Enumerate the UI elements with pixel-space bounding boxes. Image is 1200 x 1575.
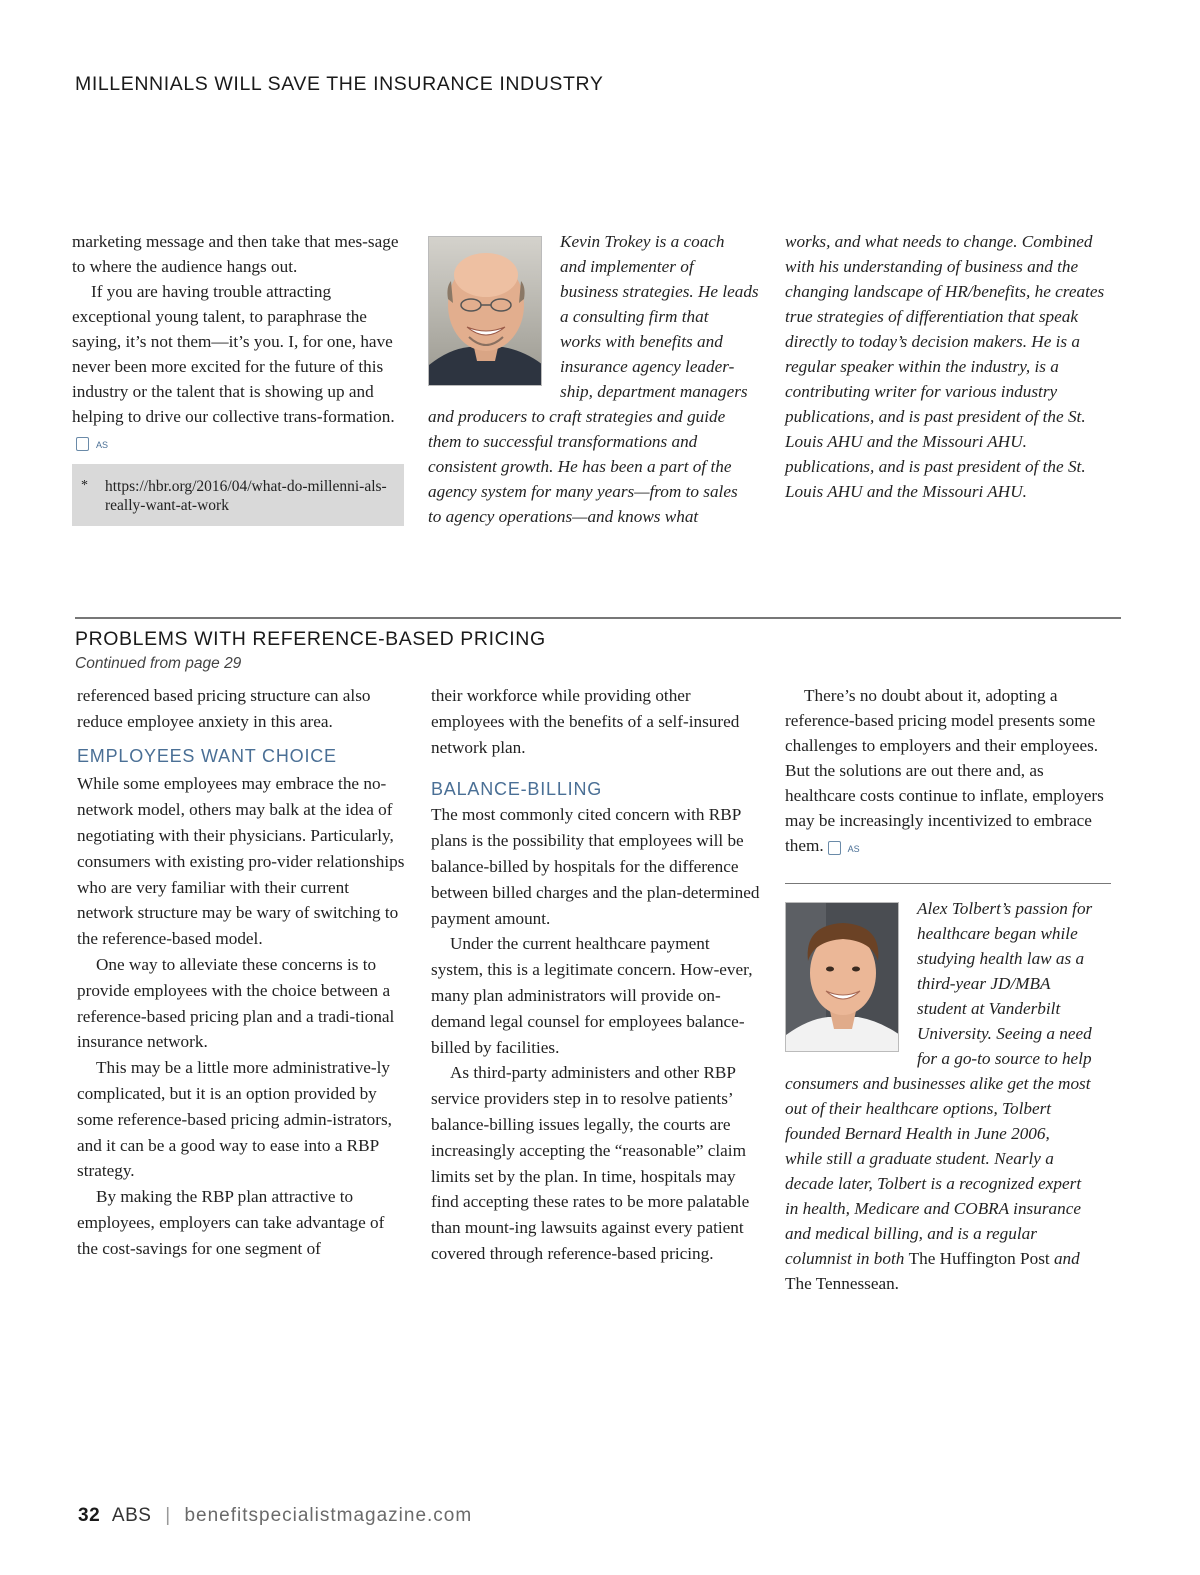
bio-line: with his understanding of business and the [785, 257, 1079, 276]
bio-line: healthcare began while [917, 924, 1078, 943]
bio-alex-tolbert-top [917, 896, 1117, 1071]
bio-line: true strategies of differentiation that speak [785, 307, 1078, 326]
section-title-millennials: MILLENNIALS WILL SAVE THE INSURANCE INDUSTRY [75, 73, 604, 95]
bio-kevin-trokey-continued [785, 229, 1130, 504]
bio-line: and medical billing, and is a regular [785, 1224, 1037, 1243]
bio-line: ship, department managers [560, 382, 748, 401]
bio-line: studying health law as a [917, 949, 1085, 968]
paragraph: One way to alleviate these concerns is to provide employees with the choice between a reference-based pricing plan and a tradi-tional insurance network. [77, 954, 395, 1052]
bio-line: regular speaker within the industry, is a [785, 357, 1059, 376]
paragraph: By making the RBP plan attractive to employees, employers can take advantage of the cost-savings for one segment of [77, 1187, 385, 1258]
bio-alex-tolbert-bottom [785, 1071, 1130, 1296]
paragraph: The most commonly cited concern with RBP plans is the possibility that employees will be balance-billed by hospitals for the difference between billed charges and the plan-determined payment amount. [431, 805, 760, 928]
paragraph: their workforce while providing other employees with the benefits of a self-insured network plan. [431, 686, 740, 757]
bio-line: consistent growth. He has been a part of the [428, 457, 732, 476]
author-photo-kevin-trokey [428, 236, 542, 386]
bio-line: contributing writer for various industry [785, 382, 1058, 401]
website-link[interactable]: benefitspecialistmagazine.com [184, 1505, 473, 1526]
page-number: 32 [78, 1505, 101, 1526]
bio-line: student at Vanderbilt [917, 999, 1061, 1018]
bio-line: Kevin Trokey is a coach [560, 232, 725, 251]
bio-line: founded Bernard Health in June 2006, [785, 1124, 1050, 1143]
subheading-balance-billing: BALANCE-BILLING [431, 779, 603, 800]
article-column-2 [431, 683, 761, 1267]
bio-line: and implementer of [560, 257, 694, 276]
bio-line: decade later, Tolbert is a recognized expert [785, 1174, 1082, 1193]
bio-line: University. Seeing a need [917, 1024, 1092, 1043]
bio-line: insurance agency leader- [560, 357, 735, 376]
paragraph: There’s no doubt about it, adopting a reference-based pricing model presents some challenges to employers and their employees. But the solutions are out there and, as healthcare costs continue to inflate, employers may be increasingly incentivized to embrace them. AS [785, 686, 1104, 855]
paragraph: marketing message and then take that mes-sage to where the audience hangs out. [72, 232, 399, 276]
bio-line: columnist in both The Huffington Post and [785, 1249, 1080, 1268]
continued-note: Continued from page 29 [75, 655, 242, 672]
article-column-3 [785, 683, 1115, 858]
bio-line: works, and what needs to change. Combined [785, 232, 1093, 251]
bio-line: Alex Tolbert’s passion for [917, 899, 1093, 918]
footnote-box [72, 464, 404, 526]
section-title-reference-based-pricing: PROBLEMS WITH REFERENCE-BASED PRICING [75, 628, 546, 650]
publication-name: The Tennessean. [785, 1274, 899, 1293]
bio-line: while still a graduate student. Nearly a [785, 1149, 1054, 1168]
bio-line: third-year JD/MBA [917, 974, 1051, 993]
paragraph: While some employees may embrace the no-network model, others may balk at the idea of negotiating with their physicians. Particularly, consumers with existing pro-vider relationships who are very familiar with their current network structure may be wary of switching to the reference-based model. [77, 774, 405, 949]
paragraph: Under the current healthcare payment system, this is a legitimate concern. How-ever, many plan administrators will provide on-demand legal counsel for employees balance-billed by facilities. [431, 934, 753, 1057]
bio-line: in health, Medicare and COBRA insurance [785, 1199, 1081, 1218]
paragraph: This may be a little more administrative-ly complicated, but it is an option provided by some reference-based pricing admin-istrators, and it can be a good way to ease into a RBP strategy. [77, 1058, 392, 1181]
bio-line: directly to today’s decision makers. He is a [785, 332, 1080, 351]
end-of-article-icon: AS [76, 437, 89, 451]
bio-line: out of their healthcare options, Tolbert [785, 1099, 1052, 1118]
bio-line: publications, and is past president of the St. [785, 457, 1086, 476]
end-of-article-icon: AS [828, 841, 841, 855]
bio-line: them to successful transformations and [428, 432, 698, 451]
section-divider [75, 617, 1121, 619]
bio-line: for a go-to source to help [917, 1049, 1092, 1068]
article-column-1 [77, 683, 405, 1262]
footer-separator: | [165, 1505, 171, 1526]
author-photo-alex-tolbert [785, 902, 899, 1052]
bio-line: and producers to craft strategies and guide [428, 407, 726, 426]
footnote-marker: * [81, 478, 88, 493]
paragraph: referenced based pricing structure can also reduce employee anxiety in this area. [77, 686, 371, 731]
bio-line: business strategies. He leads [560, 282, 759, 301]
bio-line: a consulting firm that [560, 307, 709, 326]
paragraph: As third-party administers and other RBP service providers step in to resolve patients’ balance-billing issues legally, the courts are increasingly accepting the “reasonable” claim limits set by the plan. In time, hospitals may find accepting these rates to be more palatable than mount-ing lawsuits against every patient covered through reference-based pricing. [431, 1063, 750, 1263]
article-column-1 [72, 229, 402, 454]
bio-line: works with benefits and [560, 332, 723, 351]
bio-kevin-trokey-top [560, 229, 770, 404]
magazine-abbrev: ABS [111, 1505, 152, 1526]
bio-line: publications, and is past president of the St. [785, 407, 1086, 426]
subheading-employees-want-choice: EMPLOYEES WANT CHOICE [77, 745, 337, 766]
bio-line: Louis AHU and the Missouri AHU. [785, 432, 1027, 451]
paragraph: If you are having trouble attracting exceptional young talent, to paraphrase the saying, it’s not them—it’s you. I, for one, have never been more excited for the future of this industry or the talent that is showing up and helping to drive our collective trans-formation.AS [72, 282, 395, 450]
bio-kevin-trokey-bottom [428, 404, 773, 529]
bio-line: changing landscape of HR/benefits, he creates [785, 282, 1105, 301]
bio-divider [785, 883, 1111, 884]
bio-line: to agency operations—and knows what [428, 507, 699, 526]
bio-line: agency system for many years—from to sales [428, 482, 738, 501]
page-footer [78, 1505, 472, 1527]
bio-line: Louis AHU and the Missouri AHU. [785, 482, 1027, 501]
footnote-link[interactable]: https://hbr.org/2016/04/what-do-millenni-als-really-want-at-work [105, 478, 387, 514]
bio-line: consumers and businesses alike get the most [785, 1074, 1091, 1093]
publication-name: The Huffington Post [908, 1249, 1050, 1268]
